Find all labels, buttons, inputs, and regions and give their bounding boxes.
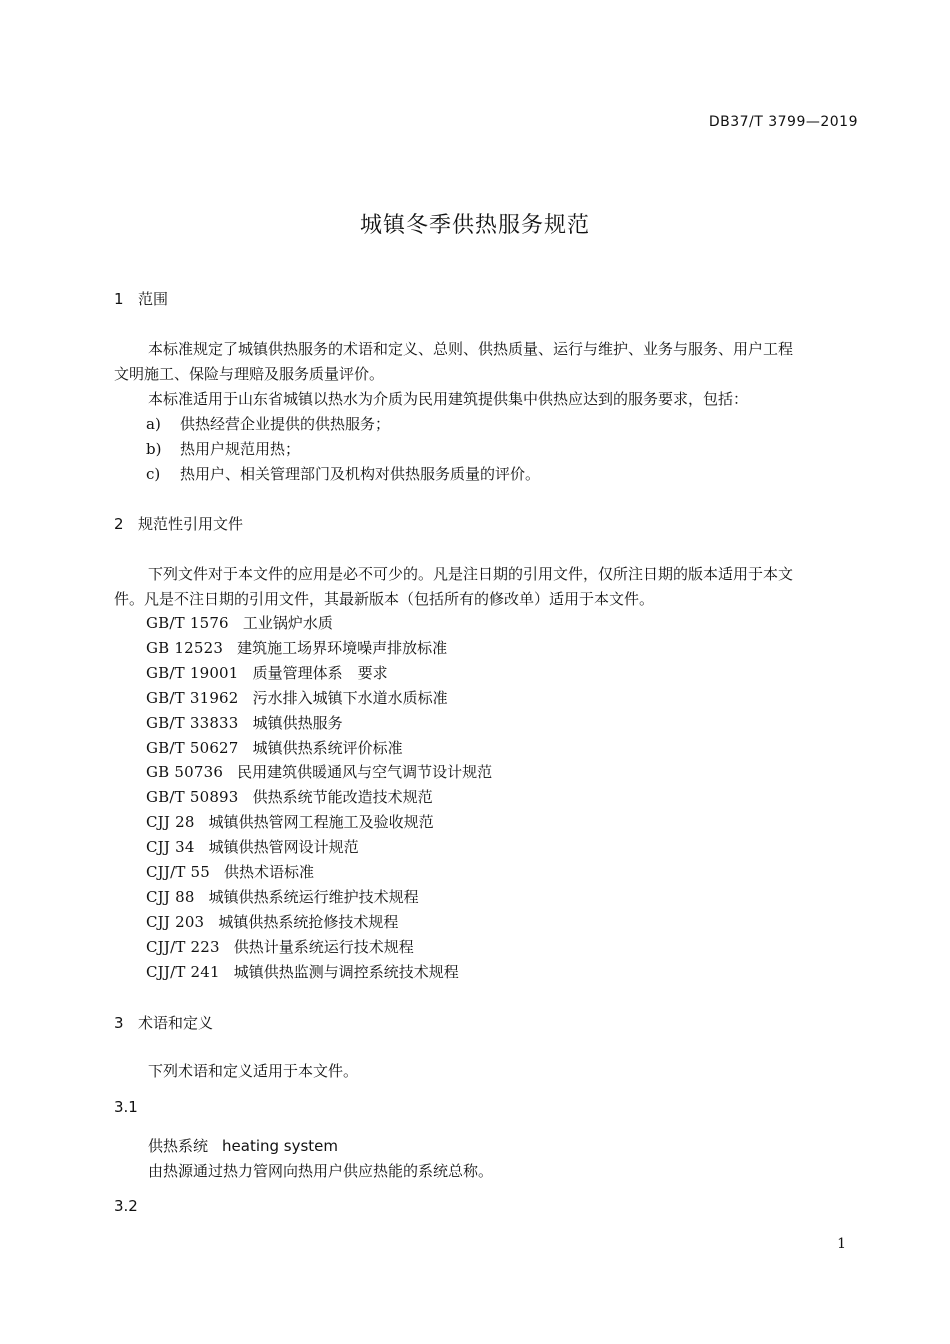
reference-title: 城镇供热管网设计规范 [208, 838, 359, 856]
reference-item [146, 861, 314, 882]
reference-title: 城镇供热监测与调控系统技术规程 [233, 963, 459, 981]
section-title: 规范性引用文件 [138, 515, 244, 533]
reference-code: GB 50736 [146, 763, 224, 781]
list-item-text: 热用户规范用热； [180, 440, 301, 458]
list-item-letter: c) [146, 465, 161, 483]
reference-item [146, 961, 459, 982]
document-code: DB37/T 3799—2019 [708, 114, 858, 130]
list-item [146, 413, 390, 434]
term-chinese: 供热系统 [148, 1137, 209, 1155]
reference-title: 供热术语标准 [224, 863, 315, 881]
section-3-heading [114, 1012, 213, 1033]
reference-item [146, 811, 434, 832]
reference-item [146, 712, 343, 733]
reference-item [146, 836, 359, 857]
reference-code: CJJ/T 55 [146, 863, 211, 881]
reference-code: CJJ 28 [146, 813, 195, 831]
reference-code: GB/T 19001 [146, 664, 239, 682]
reference-title: 供热系统节能改造技术规范 [252, 788, 433, 806]
reference-item [146, 761, 492, 782]
reference-title: 城镇供热系统评价标准 [252, 739, 403, 757]
reference-item [146, 936, 414, 957]
reference-title: 城镇供热服务 [252, 714, 343, 732]
reference-title: 城镇供热系统运行维护技术规程 [208, 888, 419, 906]
list-item-text: 供热经营企业提供的供热服务； [180, 415, 391, 433]
reference-code: CJJ 34 [146, 838, 195, 856]
reference-code: GB/T 1576 [146, 614, 229, 632]
section-number: 2 [114, 515, 124, 533]
page-title: 城镇冬季供热服务规范 [359, 213, 590, 238]
reference-code: GB/T 50627 [146, 739, 239, 757]
list-item-text: 热用户、相关管理部门及机构对供热服务质量的评价。 [180, 465, 541, 483]
page-number: 1 [837, 1236, 846, 1252]
reference-item [146, 786, 433, 807]
reference-code: CJJ/T 241 [146, 963, 220, 981]
term-number: 3.2 [114, 1197, 138, 1215]
reference-code: GB/T 50893 [146, 788, 239, 806]
reference-code: GB/T 33833 [146, 714, 239, 732]
term-entry [148, 1135, 338, 1156]
reference-title: 供热计量系统运行技术规程 [233, 938, 414, 956]
section-title: 范围 [138, 290, 169, 308]
reference-item [146, 737, 403, 758]
reference-item [146, 687, 448, 708]
reference-code: GB 12523 [146, 639, 224, 657]
section-number: 3 [114, 1014, 124, 1032]
reference-title: 工业锅炉水质 [242, 614, 333, 632]
list-item [146, 463, 540, 484]
section-title: 术语和定义 [138, 1014, 214, 1032]
reference-title: 污水排入城镇下水道水质标准 [252, 689, 448, 707]
reference-code: CJJ/T 223 [146, 938, 220, 956]
term-definition: 由热源通过热力管网向热用户供应热能的系统总称。 [148, 1162, 494, 1180]
reference-title: 城镇供热管网工程施工及验收规范 [208, 813, 434, 831]
section-1-heading [114, 288, 168, 309]
reference-item [146, 911, 398, 932]
reference-item [146, 662, 388, 683]
section-2-heading [114, 513, 243, 534]
reference-title: 民用建筑供暖通风与空气调节设计规范 [237, 763, 493, 781]
reference-item [146, 637, 447, 658]
reference-code: CJJ 203 [146, 913, 205, 931]
list-item-letter: a) [146, 415, 161, 433]
reference-code: GB/T 31962 [146, 689, 239, 707]
reference-code: CJJ 88 [146, 888, 195, 906]
term-number: 3.1 [114, 1098, 138, 1116]
list-item [146, 438, 300, 459]
reference-title: 质量管理体系 要求 [252, 664, 388, 682]
paragraph-line: 本标准适用于山东省城镇以热水为介质为民用建筑提供集中供热应达到的服务要求，包括： [148, 390, 749, 408]
paragraph-line: 下列文件对于本文件的应用是必不可少的。凡是注日期的引用文件，仅所注日期的版本适用于本文 [148, 565, 794, 583]
reference-title: 城镇供热系统抢修技术规程 [218, 913, 399, 931]
list-item-letter: b) [146, 440, 162, 458]
section-number: 1 [114, 290, 124, 308]
term-english: heating system [222, 1137, 339, 1155]
paragraph-line: 文明施工、保险与理赔及服务质量评价。 [114, 365, 385, 383]
paragraph-line: 件。凡是不注日期的引用文件，其最新版本（包括所有的修改单）适用于本文件。 [114, 590, 655, 608]
reference-item [146, 612, 333, 633]
reference-title: 建筑施工场界环境噪声排放标准 [237, 639, 448, 657]
reference-item [146, 886, 419, 907]
paragraph-line: 本标准规定了城镇供热服务的术语和定义、总则、供热质量、运行与维护、业务与服务、用户工程 [148, 340, 794, 358]
paragraph-line: 下列术语和定义适用于本文件。 [148, 1062, 359, 1080]
